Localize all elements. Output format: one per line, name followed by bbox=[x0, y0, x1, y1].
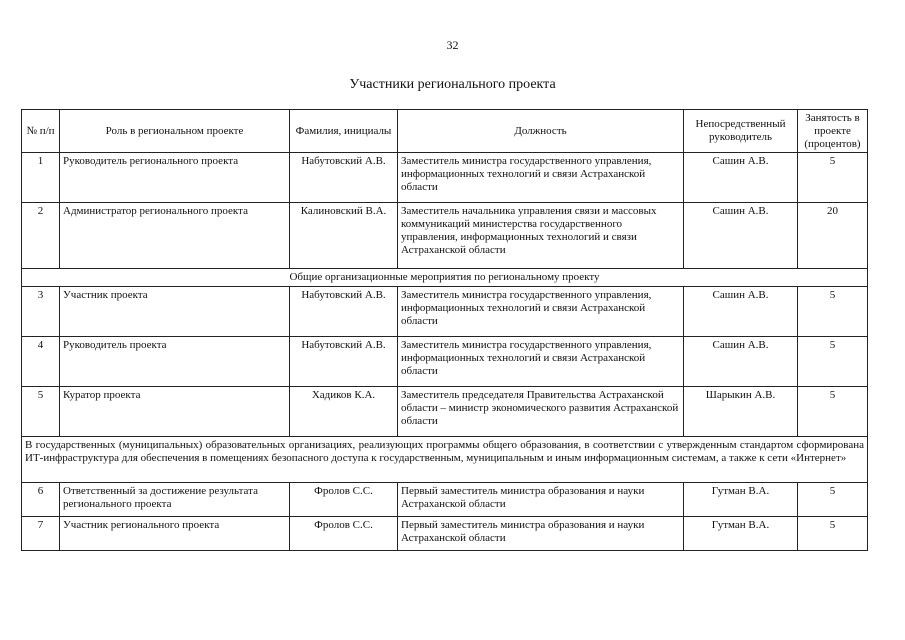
row-position: Заместитель министра государственного управления, информационных технологий и связи Астраханской области bbox=[398, 337, 684, 387]
section-note: В государственных (муниципальных) образовательных организациях, реализующих программы общего образования, в соответствии с утвержденным стандартом сформирована ИТ-инфраструктура для обеспечения в помещениях безопасного доступа к государственным, муниципальным и иным информационным системам, а также к сети «Интернет» bbox=[22, 437, 868, 483]
header-position: Должность bbox=[398, 110, 684, 153]
row-manager: Гутман В.А. bbox=[684, 517, 798, 551]
row-role: Участник регионального проекта bbox=[60, 517, 290, 551]
row-num: 2 bbox=[22, 203, 60, 269]
participants-table bbox=[21, 109, 868, 551]
table-row bbox=[22, 287, 868, 337]
row-role: Участник проекта bbox=[60, 287, 290, 337]
row-name: Калиновский В.А. bbox=[290, 203, 398, 269]
row-num: 3 bbox=[22, 287, 60, 337]
header-num: № п/п bbox=[22, 110, 60, 153]
row-manager: Сашин А.В. bbox=[684, 337, 798, 387]
row-role: Администратор регионального проекта bbox=[60, 203, 290, 269]
row-manager: Гутман В.А. bbox=[684, 483, 798, 517]
row-role: Куратор проекта bbox=[60, 387, 290, 437]
row-name: Набутовский А.В. bbox=[290, 337, 398, 387]
row-role: Ответственный за достижение результата регионального проекта bbox=[60, 483, 290, 517]
row-position: Заместитель председателя Правительства Астраханской области – министр экономического развития Астраханской области bbox=[398, 387, 684, 437]
table-row bbox=[22, 203, 868, 269]
row-manager: Шарыкин А.В. bbox=[684, 387, 798, 437]
table-row bbox=[22, 337, 868, 387]
section-row bbox=[22, 269, 868, 287]
row-num: 7 bbox=[22, 517, 60, 551]
table-row bbox=[22, 387, 868, 437]
header-load: Занятость в проекте (процентов) bbox=[798, 110, 868, 153]
row-name: Фролов С.С. bbox=[290, 483, 398, 517]
row-num: 1 bbox=[22, 153, 60, 203]
section-title: Общие организационные мероприятия по региональному проекту bbox=[22, 269, 868, 287]
row-role: Руководитель проекта bbox=[60, 337, 290, 387]
row-manager: Сашин А.В. bbox=[684, 153, 798, 203]
row-manager: Сашин А.В. bbox=[684, 203, 798, 269]
row-position: Заместитель министра государственного управления, информационных технологий и связи Астраханской области bbox=[398, 287, 684, 337]
row-name: Набутовский А.В. bbox=[290, 287, 398, 337]
row-position: Заместитель министра государственного управления, информационных технологий и связи Астраханской области bbox=[398, 153, 684, 203]
row-load: 5 bbox=[798, 337, 868, 387]
row-role: Руководитель регионального проекта bbox=[60, 153, 290, 203]
row-load: 20 bbox=[798, 203, 868, 269]
row-num: 4 bbox=[22, 337, 60, 387]
table-row bbox=[22, 517, 868, 551]
row-load: 5 bbox=[798, 483, 868, 517]
row-position: Первый заместитель министра образования и науки Астраханской области bbox=[398, 517, 684, 551]
row-position: Первый заместитель министра образования и науки Астраханской области bbox=[398, 483, 684, 517]
row-load: 5 bbox=[798, 517, 868, 551]
row-num: 5 bbox=[22, 387, 60, 437]
row-manager: Сашин А.В. bbox=[684, 287, 798, 337]
page-number: 32 bbox=[446, 38, 459, 52]
table-row bbox=[22, 153, 868, 203]
row-name: Хадиков К.А. bbox=[290, 387, 398, 437]
row-load: 5 bbox=[798, 387, 868, 437]
row-load: 5 bbox=[798, 287, 868, 337]
header-manager: Непосредственный руководитель bbox=[684, 110, 798, 153]
row-num: 6 bbox=[22, 483, 60, 517]
row-name: Набутовский А.В. bbox=[290, 153, 398, 203]
row-load: 5 bbox=[798, 153, 868, 203]
table-header-row bbox=[22, 110, 868, 153]
header-role: Роль в региональном проекте bbox=[60, 110, 290, 153]
note-row bbox=[22, 437, 868, 483]
row-name: Фролов С.С. bbox=[290, 517, 398, 551]
document-title: Участники регионального проекта bbox=[349, 77, 556, 92]
header-name: Фамилия, инициалы bbox=[290, 110, 398, 153]
row-position: Заместитель начальника управления связи и массовых коммуникаций министерства государственного управления, информационных технологий и связи Астраханской области bbox=[398, 203, 684, 269]
table-row bbox=[22, 483, 868, 517]
